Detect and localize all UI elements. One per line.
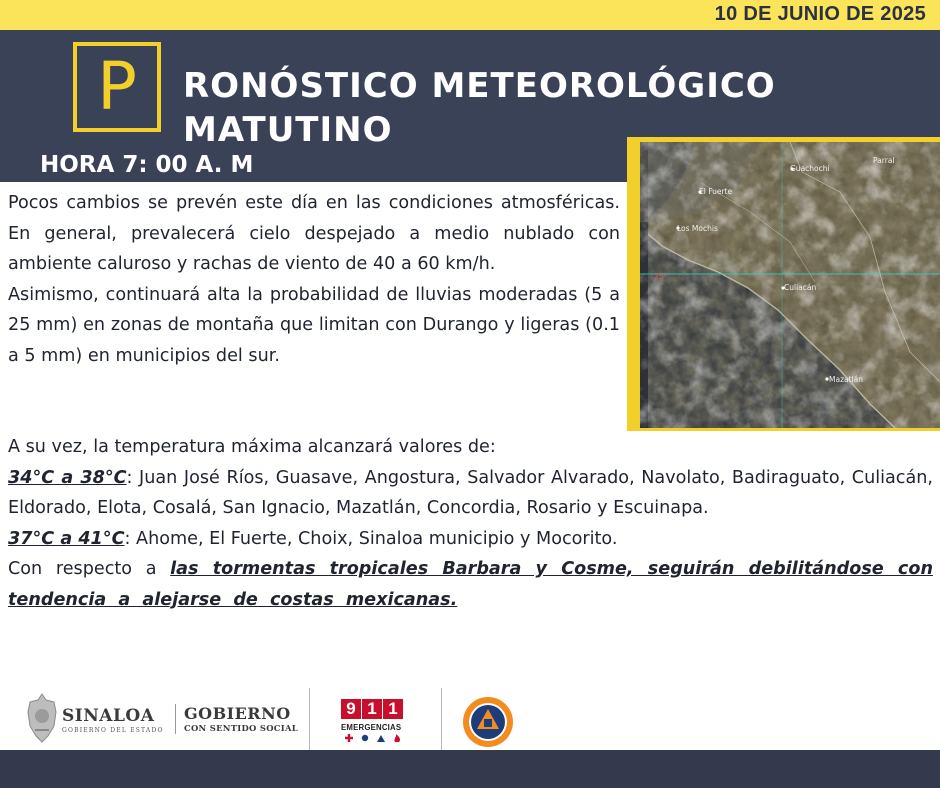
map-label-guachochi: Guachochi: [790, 164, 830, 173]
logo-divider-1: [309, 688, 310, 750]
proteccion-civil-icon: [462, 696, 514, 748]
paragraph-storms: [8, 554, 933, 615]
logo-strip: [0, 680, 940, 750]
range-1-label: 34°C a 38°C: [8, 467, 127, 488]
logo-separator: [175, 704, 176, 734]
title-initial-box: [73, 42, 161, 132]
title-line-2: MATUTINO: [183, 110, 393, 150]
storms-prefix: Con respecto a: [8, 559, 171, 579]
range-1-text: : Juan José Ríos, Guasave, Angostura, Salvador Alvarado, Navolato, Badiraguato, Culiacán, Eldorado, Elota, Cosalá, San Ignacio, Mazatlán, Concordia, Rosario y Escuinapa.: [8, 467, 933, 518]
e911-digit-2: 1: [362, 699, 382, 719]
footer-band: [0, 750, 940, 788]
logo-divider-2: [441, 688, 442, 750]
sinaloa-seal-icon: [24, 692, 60, 744]
storms-emphasis: las tormentas tropicales Barbara y Cosme, seguirán debilitándose con tendencia a alejarse de costas mexicanas.: [8, 559, 933, 610]
map-label-latitude: 25°: [654, 272, 668, 281]
map-label-los-mochis: Los Mochis: [677, 224, 718, 233]
gobierno-logo-subtitle: CON SENTIDO SOCIAL: [184, 723, 298, 733]
range-2-text: : Ahome, El Fuerte, Choix, Sinaloa municipio y Mocorito.: [124, 528, 618, 549]
map-label-culiacan: Culiacán: [784, 283, 817, 292]
gobierno-logo-text: GOBIERNO: [184, 704, 291, 723]
range-2-label: 37°C a 41°C: [8, 528, 125, 549]
paragraph-temperature-intro: A su vez, la temperatura máxima alcanzará valores de:: [8, 437, 496, 457]
e911-service-icons: [343, 733, 405, 743]
paragraph-conditions: Pocos cambios se prevén este día en las condiciones atmosféricas. En general, prevalecerá cielo despejado a medio nublado con ambiente caluroso y rachas de viento de 40 a 60 km/h.: [8, 193, 620, 274]
temperature-range-1: [8, 463, 933, 524]
map-label-parral: Parral: [873, 156, 895, 165]
e911-digit-3: 1: [383, 699, 403, 719]
title-initial-letter: P: [97, 48, 137, 125]
hora-label: HORA 7: 00 A. M: [40, 152, 254, 178]
sinaloa-logo-subtitle: GOBIERNO DEL ESTADO: [62, 727, 164, 734]
sinaloa-logo-text: SINALOA: [62, 706, 155, 726]
forecast-text-upper: [8, 188, 620, 371]
date-band: [0, 0, 940, 30]
forecast-text-lower: [8, 432, 933, 615]
paragraph-rain: Asimismo, continuará alta la probabilidad de lluvias moderadas (5 a 25 mm) en zonas de montaña que limitan con Durango y ligeras (0.1 a 5 mm) en municipios del sur.: [8, 284, 620, 366]
satellite-map: [640, 142, 940, 428]
date-text: 10 DE JUNIO DE 2025: [714, 3, 926, 25]
title-line-1: RONÓSTICO METEOROLÓGICO: [183, 66, 776, 106]
map-label-mazatlan: Mazatlán: [829, 375, 863, 384]
temperature-range-2: [8, 524, 933, 555]
e911-label: EMERGENCIAS: [341, 723, 402, 732]
e911-digit-1: 9: [341, 699, 361, 719]
map-label-el-fuerte: El Fuerte: [699, 187, 733, 196]
